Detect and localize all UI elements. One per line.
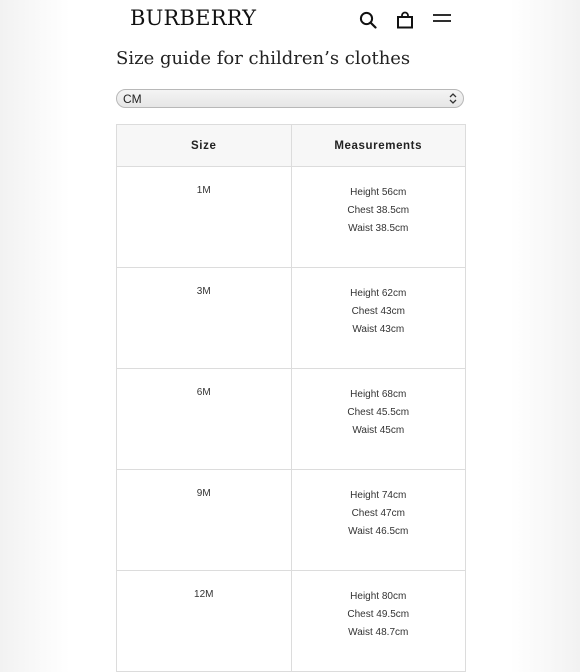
measurements-cell (291, 369, 466, 470)
unit-select-value: CM (123, 92, 142, 106)
waist-value: Waist 48.7cm (348, 627, 409, 638)
table-row (117, 369, 466, 470)
search-icon[interactable] (359, 11, 377, 29)
size-value: 3M (196, 286, 211, 297)
height-value: Height 74cm (350, 490, 407, 501)
height-value: Height 68cm (350, 389, 407, 400)
page (116, 0, 466, 638)
size-value: 6M (196, 387, 211, 398)
waist-value: Waist 43cm (352, 324, 405, 335)
column-header-measurements: Measurements (291, 125, 466, 167)
chevron-updown-icon (449, 93, 457, 104)
header (130, 6, 452, 36)
table-row (117, 268, 466, 369)
chest-value: Chest 38.5cm (347, 205, 410, 216)
size-cell (117, 167, 292, 268)
size-cell (117, 470, 292, 571)
height-value: Height 56cm (350, 187, 407, 198)
waist-value: Waist 46.5cm (348, 526, 409, 537)
measurements-cell (291, 167, 466, 268)
menu-icon[interactable] (432, 11, 452, 27)
measurements-cell (291, 571, 466, 672)
table-header-row (117, 125, 466, 167)
chest-value: Chest 43cm (351, 306, 405, 317)
size-cell (117, 571, 292, 672)
size-value: 1M (196, 185, 211, 196)
measurements-cell (291, 268, 466, 369)
chest-value: Chest 49.5cm (347, 609, 410, 620)
size-cell (117, 268, 292, 369)
bag-icon[interactable] (396, 11, 414, 29)
column-header-size: Size (117, 125, 292, 167)
chest-value: Chest 45.5cm (347, 407, 410, 418)
size-value: 9M (196, 488, 211, 499)
height-value: Height 62cm (350, 288, 407, 299)
table-row (117, 470, 466, 571)
height-value: Height 80cm (350, 591, 407, 602)
table-row (117, 167, 466, 268)
size-value: 12M (194, 589, 214, 600)
brand-logo[interactable]: BURBERRY (130, 6, 257, 30)
chest-value: Chest 47cm (351, 508, 405, 519)
waist-value: Waist 45cm (352, 425, 405, 436)
unit-select[interactable] (116, 89, 464, 108)
size-cell (117, 369, 292, 470)
page-title: Size guide for children’s clothes (116, 48, 411, 69)
waist-value: Waist 38.5cm (348, 223, 409, 234)
table-row (117, 571, 466, 672)
measurements-cell (291, 470, 466, 571)
size-table (116, 124, 466, 672)
